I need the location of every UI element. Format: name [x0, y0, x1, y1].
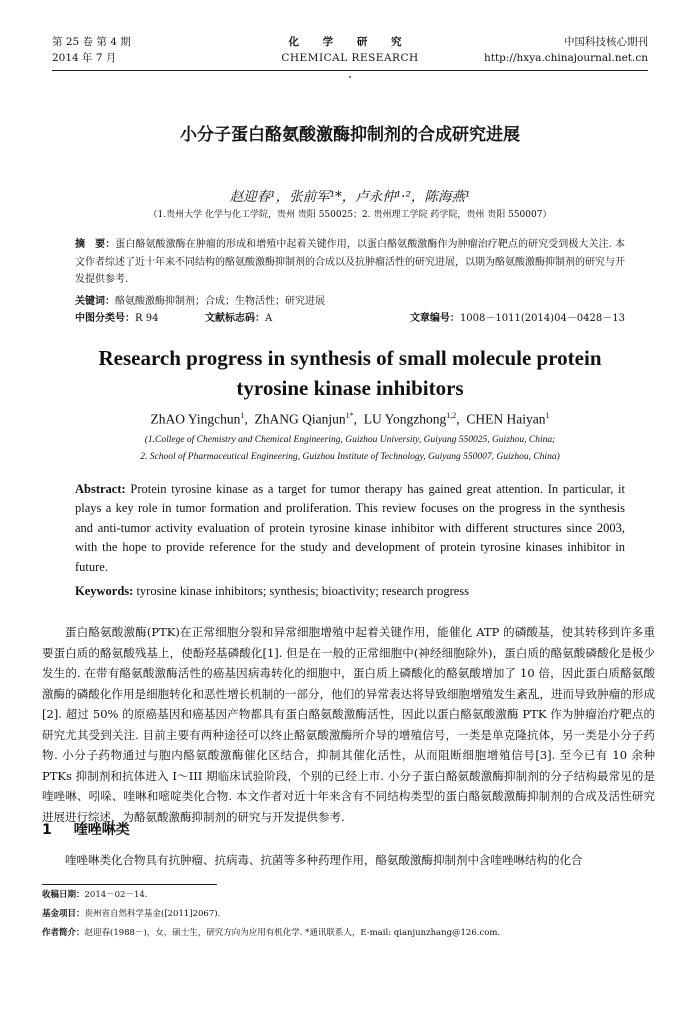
author-bio-text: 赵迎春(1988－)，女，硕士生，研究方向为应用有机化学. *通讯联系人，E-mail: qianjunzhang@126.com.: [84, 928, 501, 938]
title-en: Research progress in synthesis of small molecule protein tyrosine kinase inhibitors: [98, 346, 602, 400]
fund-text: 贵州省自然科学基金([2011]2067).: [84, 909, 221, 919]
author-en: CHEN Haiyan: [466, 411, 546, 427]
section-number: 1: [42, 822, 52, 838]
doc-code: [205, 310, 272, 328]
abstract-en-label: Abstract:: [75, 482, 126, 496]
abstract-en: [75, 480, 625, 577]
issue-date: 2014 年 7 月: [52, 52, 117, 64]
article-number-label: 文章编号：: [409, 313, 460, 324]
author-en: ZhANG Qianjun: [254, 411, 346, 427]
clc-label: 中图分类号：: [75, 313, 135, 324]
keywords-cn-text: 酪氨酸激酶抑制剂；合成；生物活性；研究进展: [115, 296, 325, 307]
received-label: 收稿日期：: [42, 890, 85, 900]
journal-name-en: CHEMICAL RESEARCH: [281, 52, 419, 64]
journal-url[interactable]: http://hxya.chinajournal.net.cn: [483, 52, 648, 64]
volume-issue: 第 25 卷 第 4 期: [52, 36, 131, 48]
journal-name-cn: 化 学 研 究: [288, 36, 412, 48]
clc-value: R 94: [135, 313, 159, 324]
article-number-value: 1008－1011(2014)04－0428－13: [459, 313, 625, 324]
keywords-en-label: Keywords:: [75, 584, 134, 598]
author-sup: 1: [240, 411, 245, 420]
author-sup: 1*: [345, 411, 354, 420]
authors-cn: 赵迎春¹，张前军¹*，卢永仲¹·²，陈海燕¹: [229, 189, 471, 205]
abstract-en-text: Protein tyrosine kinase as a target for tumor therapy has gained great attention. In particular, it plays a key role in tumor formation and proliferation. This review focuses on the progress in the synthesis and anti-tumor activity evaluation of protein tyrosine kinase inhibitor with different structures since 2003, with the hope to provide reference for the study and development of protein tyrosine kinases inhibitor in future.: [75, 482, 625, 574]
header-rule: [52, 70, 648, 71]
abstract-cn: [75, 236, 625, 289]
section-title: 喹唑啉类: [73, 822, 130, 838]
doc-code-value: A: [265, 313, 273, 324]
affiliations-cn: （1.贵州大学 化学与化工学院，贵州 贵阳 550025；2. 贵州理工学院 药学院，贵州 贵阳 550007）: [148, 210, 552, 220]
body-intro: 蛋白酪氨酸激酶(PTK)在正常细胞分裂和异常细胞增殖中起着关键作用，能催化 ATP 的磷酸基，使其转移到许多重要蛋白质的酪氨酸残基上，使酚羟基磷酸化[1]. 但是在一般的正常细胞中(神经细胞除外)，蛋白质的酪氨酸磷酸化是极少发生的. 在带有酪氨酸激酶活性的癌基因病毒转化的细胞中，蛋白质上磷酸化的酪氨酸增加了 10 倍，因此蛋白质酪氨酸激酶的磷酸化作用是细胞转化和恶性增长机制的一部分，他们的异常表达将导致细胞增殖发生紊乱，进而导致肿瘤的形成[2]. 超过 50% 的原癌基因和癌基因产物都具有蛋白酪氨酸激酶活性，因此以蛋白酪氨酸激酶 PTK 作为肿瘤治疗靶点的研究尤其受到关注. 目前主要有两种途径可以终止酪氨酸激酶所介导的增殖信号，一类是单克隆抗体，另一类是小分子药物. 小分子药物通过与胞内酪氨酸激酶催化区结合，抑制其催化活性，从而阻断细胞增殖信号[3]. 至今已有 10 余种 PTKs 抑制剂和抗体进入 I～III 期临床试验阶段，个别的已经上市. 小分子蛋白酪氨酸激酶抑制剂的分子结构最常见的是喹唑啉、吲哚、喹啉和嘧啶类化合物. 本文作者对近十年来含有不同结构类型的蛋白酪氨酸激酶抑制剂的合成及活性研究进展进行综述，为酪氨酸激酶抑制剂的研究与开发提供参考.: [42, 625, 655, 824]
author-en: ZhAO Yingchun: [150, 411, 241, 427]
section-heading: [42, 819, 130, 839]
keywords-cn-label: 关键词：: [75, 296, 115, 307]
authors-en: ZhAO Yingchun$^1$, ZhANG Qianjun$^{1*}$, LU Yongzhong$^{1,2}$, CHEN Haiyan$^1$: [150, 411, 550, 427]
title-cn: 小分子蛋白酪氨酸激酶抑制剂的合成研究进展: [180, 125, 520, 145]
footnote-rule: [42, 884, 217, 885]
affiliation-en-1: (1.College of Chemistry and Chemical Engineering, Guizhou University, Guiyang 550025, Guizhou, China;: [144, 435, 556, 445]
header-dot: [349, 76, 351, 78]
doc-code-label: 文献标志码：: [205, 313, 265, 324]
author-en: LU Yongzhong: [363, 411, 447, 427]
footnote-received: [42, 888, 655, 902]
clc-number: [75, 310, 158, 328]
affiliation-en-2: 2. School of Pharmaceutical Engineering, Guizhou Institute of Technology, Guiyang 550007, Guizhou, China): [140, 452, 560, 462]
footnote-author: [42, 926, 655, 940]
author-bio-label: 作者简介：: [42, 928, 85, 938]
section-text: 喹唑啉类化合物具有抗肿瘤、抗病毒、抗菌等多种药理作用，酪氨酸激酶抑制剂中含喹唑啉结构的化合: [65, 853, 583, 867]
article-number: [410, 310, 625, 328]
received-date: 2014－02－14.: [84, 890, 148, 900]
running-header: [52, 34, 648, 68]
abstract-cn-text: 蛋白酪氨酸激酶在肿瘤的形成和增殖中起着关键作用，以蛋白酪氨酸激酶作为肿瘤治疗靶点的研究受到极大关注. 本文作者综述了近十年来不同结构的酪氨酸激酶抑制剂的合成以及抗肿瘤活性的研究进展，以期为酪氨酸激酶抑制剂的研究与开发提供参考.: [75, 239, 626, 285]
keywords-en-text: tyrosine kinase inhibitors; synthesis; bioactivity; research progress: [136, 584, 470, 598]
author-sup: 1,2: [446, 411, 457, 420]
keywords-en: [75, 582, 625, 601]
author-sup: 1: [545, 411, 550, 420]
keywords-cn: [75, 293, 625, 311]
footnote-fund: [42, 907, 655, 921]
abstract-cn-label: 摘 要：: [75, 239, 116, 250]
journal-meta: [484, 34, 648, 66]
database-name: 中国科技核心期刊: [564, 36, 648, 48]
fund-label: 基金项目：: [42, 909, 85, 919]
